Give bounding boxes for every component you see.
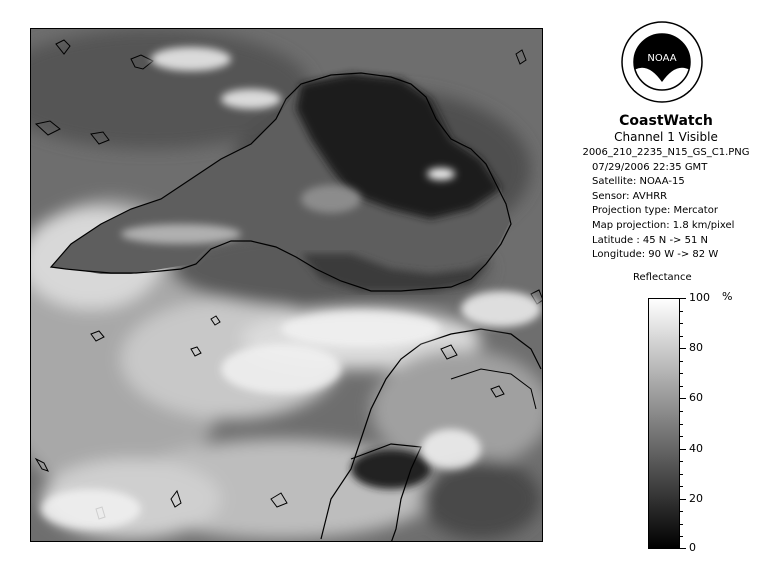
panel-subtitle: Channel 1 Visible — [614, 130, 718, 144]
tick-label: 40 — [689, 441, 703, 455]
colorbar-ticks — [680, 291, 740, 554]
latitude: Latitude : 45 N -> 51 N — [592, 234, 708, 246]
panel-title: CoastWatch — [619, 113, 713, 129]
sensor: Sensor: AVHRR — [592, 190, 668, 202]
tick-label: 0 — [689, 541, 696, 554]
colorbar — [648, 298, 680, 549]
filename: 2006_210_2235_N15_GS_C1.PNG — [582, 147, 750, 158]
tick-label: 100 — [689, 291, 710, 304]
satellite-image — [30, 28, 543, 542]
tick-label: 80 — [689, 341, 703, 355]
noaa-logo-text: NOAA — [647, 53, 677, 64]
tick-label: 60 — [689, 391, 703, 405]
info-panel — [566, 113, 766, 263]
noaa-logo — [620, 20, 704, 104]
datetime: 07/29/2006 22:35 GMT — [592, 161, 708, 173]
tick-label: 20 — [689, 491, 703, 505]
map-projection: Map projection: 1.8 km/pixel — [592, 219, 735, 231]
colorbar-unit: % — [722, 290, 733, 303]
colorbar-label: Reflectance — [633, 272, 692, 283]
satellite: Satellite: NOAA-15 — [592, 176, 685, 188]
longitude: Longitude: 90 W -> 82 W — [592, 249, 719, 261]
projection-type: Projection type: Mercator — [592, 205, 718, 217]
